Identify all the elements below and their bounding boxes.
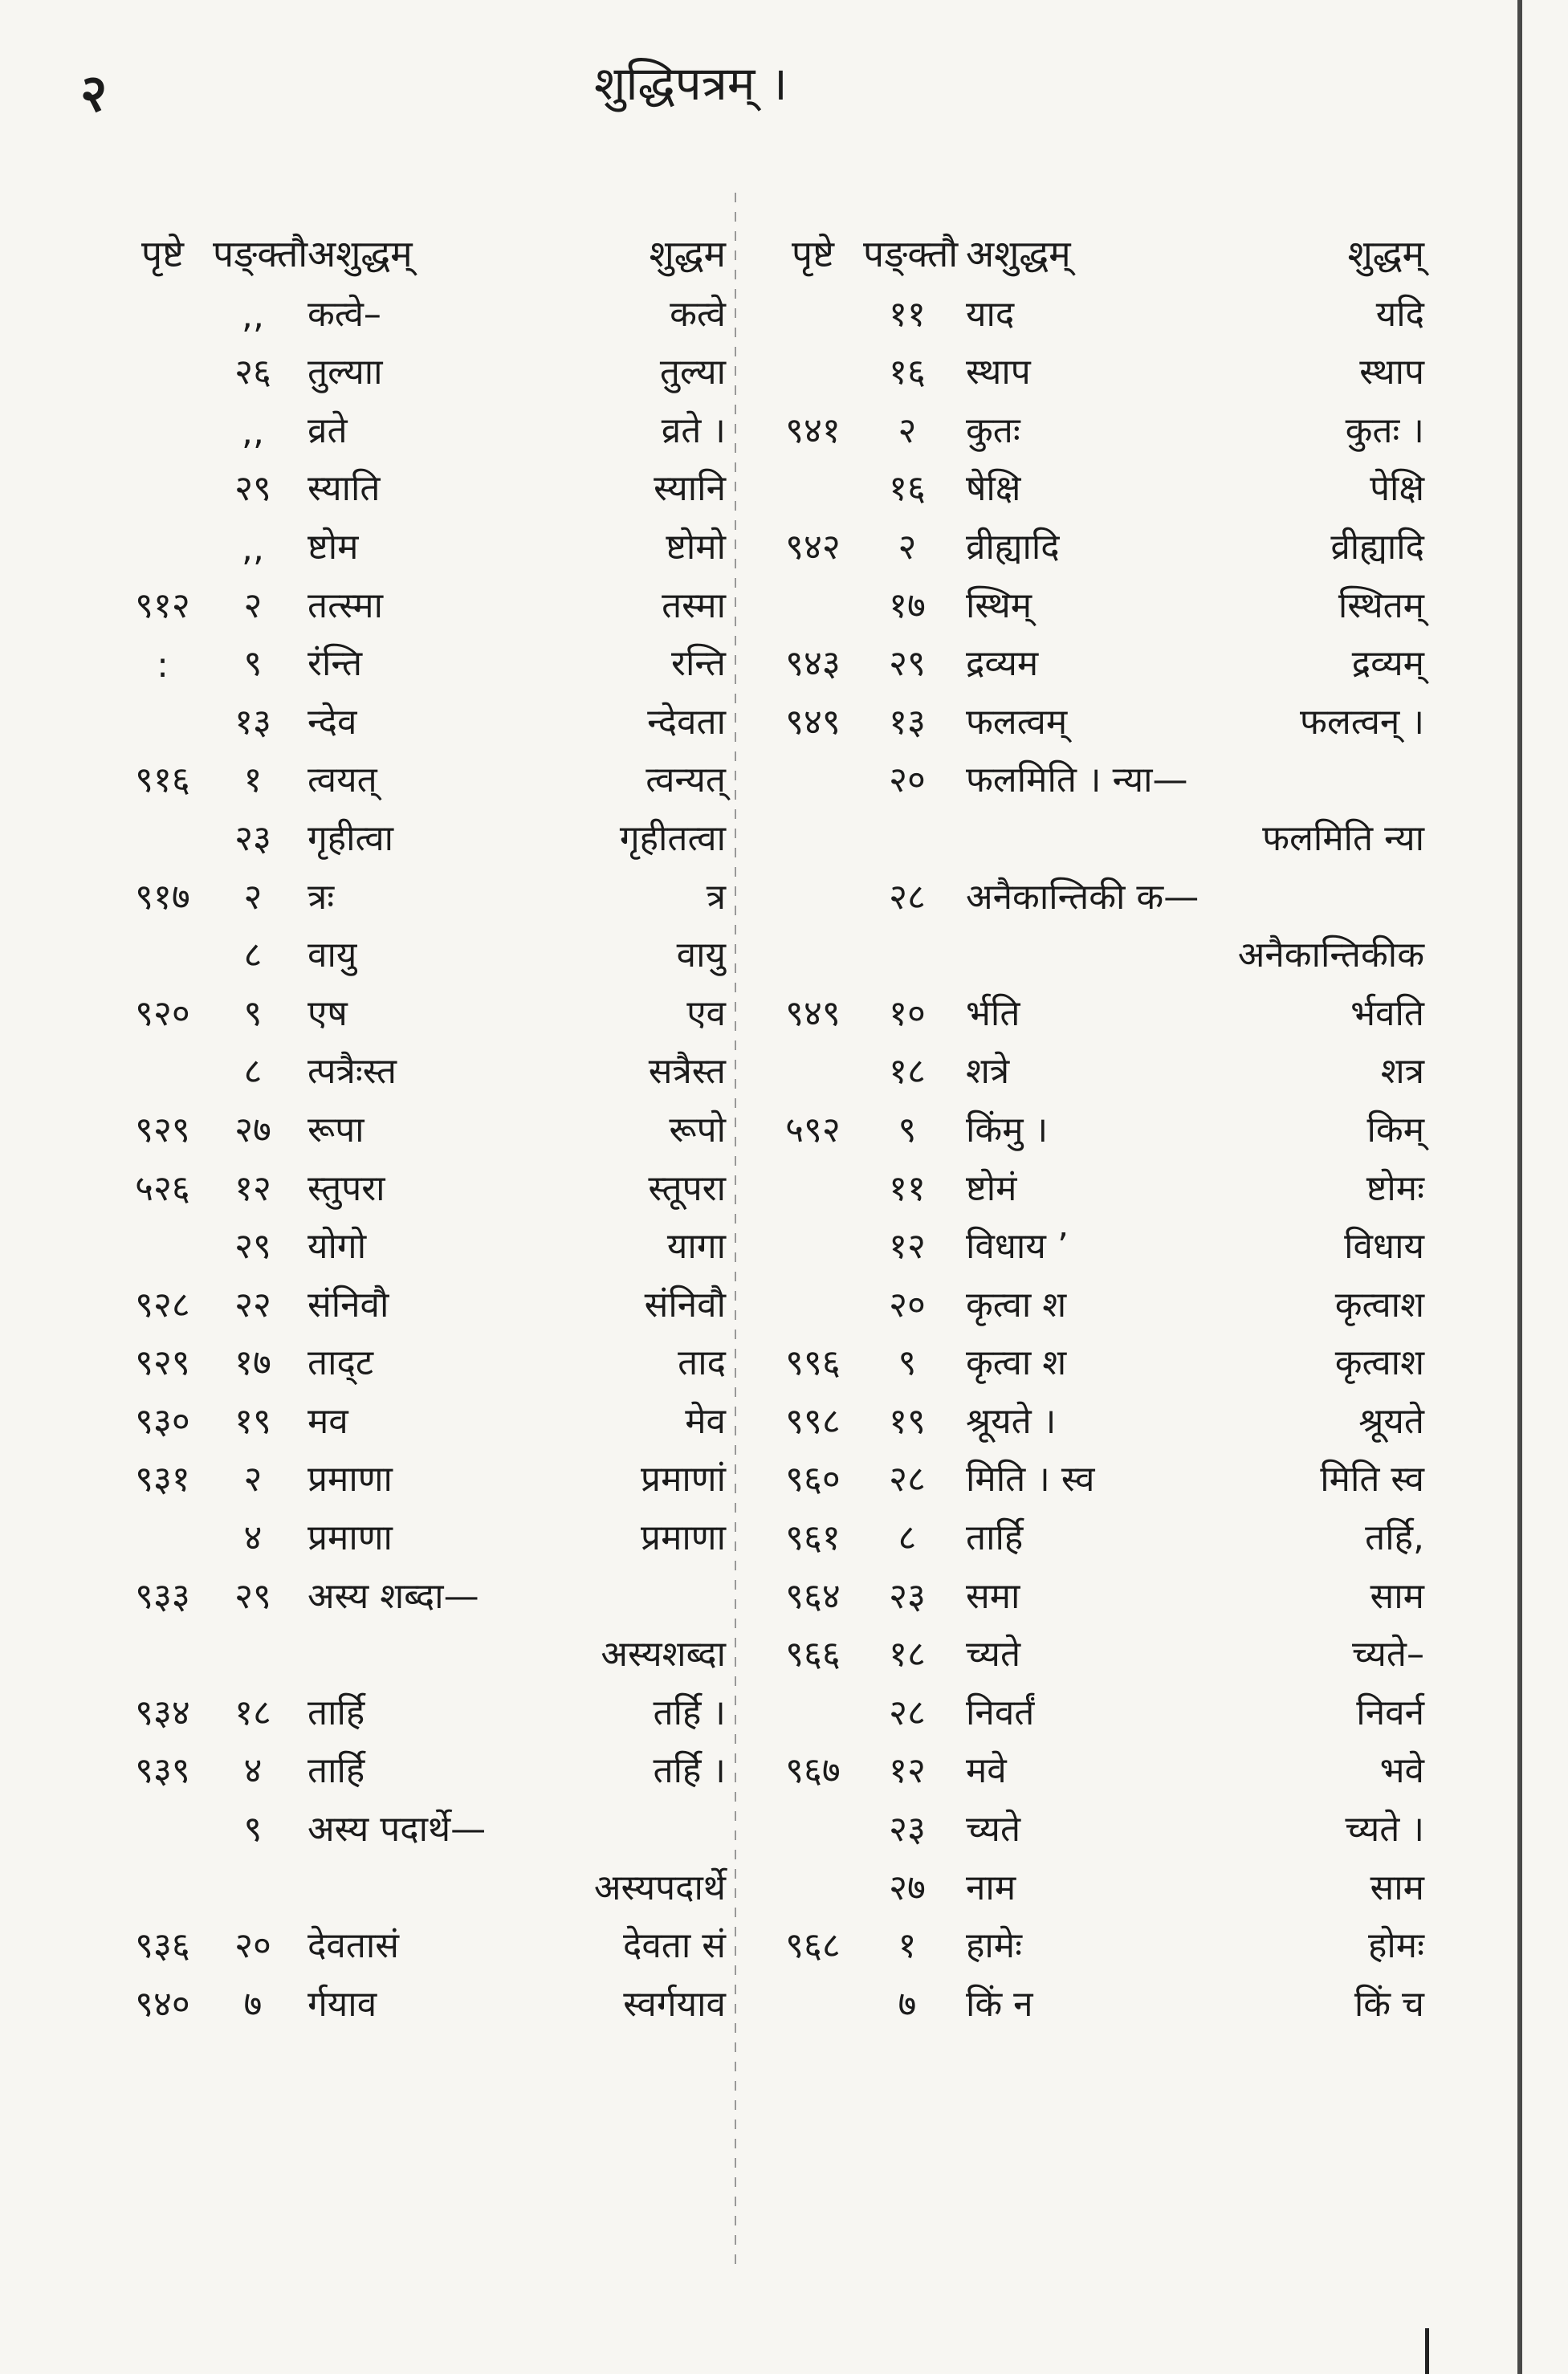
incorrect-reading: किं न — [966, 1983, 1033, 2025]
correct-reading: फलत्वन् । — [1300, 701, 1424, 743]
line-ref: २० — [889, 759, 926, 801]
page-ref: ९३६ — [135, 1925, 190, 1967]
correct-reading: अनैकान्तिकीक — [1237, 935, 1424, 976]
page-ref: ९३३ — [135, 1575, 190, 1617]
incorrect-reading: याद — [966, 293, 1015, 335]
line-ref: ११ — [889, 1167, 926, 1209]
incorrect-reading: तार्हि — [307, 1692, 365, 1733]
incorrect-reading: कृत्वा श — [966, 1342, 1067, 1384]
correct-reading: च्यते– — [1351, 1634, 1424, 1676]
correct-reading: द्रव्यम् — [1351, 643, 1424, 685]
errata-row — [112, 861, 731, 919]
correct-reading: यागा — [666, 1226, 726, 1268]
line-ref: २६ — [234, 352, 271, 393]
incorrect-reading: हामेः — [966, 1925, 1022, 1967]
correct-reading: देवता सं — [622, 1925, 726, 1967]
incorrect-reading: प्रमाणा — [307, 1459, 393, 1501]
line-ref: २ — [898, 409, 917, 451]
errata-row — [763, 1735, 1429, 1794]
errata-row — [763, 686, 1429, 744]
correct-reading: कत्वे — [670, 293, 726, 335]
line-ref: ,, — [242, 527, 264, 569]
errata-row — [112, 1501, 731, 1560]
errata-row — [763, 1793, 1429, 1851]
incorrect-reading: स्थाप — [966, 352, 1031, 393]
page-ref: ९१२ — [135, 584, 190, 626]
line-ref: १२ — [889, 1750, 926, 1792]
incorrect-reading: अस्य पदार्थे— — [307, 1809, 487, 1851]
incorrect-reading: अनैकान्तिकी क— — [966, 876, 1199, 918]
correct-reading: च्यते । — [1345, 1809, 1424, 1851]
incorrect-reading: तत्स्मा — [307, 584, 383, 626]
errata-row — [763, 1851, 1429, 1910]
line-ref: १७ — [234, 1342, 271, 1384]
incorrect-reading: तार्हि — [966, 1517, 1024, 1559]
errata-row — [112, 1793, 731, 1851]
header-line: पङ्क्तौ — [863, 232, 959, 275]
correct-reading: न्देवता — [647, 701, 726, 743]
page-title: शुद्धिपत्रम् । — [594, 56, 788, 111]
errata-row — [763, 744, 1429, 803]
line-ref: १८ — [234, 1692, 271, 1733]
correct-reading: स्यानि — [654, 468, 726, 510]
correct-reading: श्रूयते — [1358, 1400, 1424, 1442]
errata-row — [112, 1385, 731, 1444]
header-right: शुद्धम् — [1347, 232, 1424, 275]
incorrect-reading: प्रमाणा — [307, 1517, 393, 1559]
correct-reading: मेव — [685, 1400, 726, 1442]
incorrect-reading: श्रूयते । — [966, 1400, 1057, 1442]
correct-reading: स्वर्गयाव — [623, 1983, 726, 2025]
errata-continuation — [112, 1851, 731, 1910]
correct-reading: पेक्षि — [1370, 468, 1424, 510]
correct-reading: त्वन्यत् — [646, 759, 726, 801]
errata-row — [763, 1268, 1429, 1327]
incorrect-reading: किंमु । — [966, 1109, 1049, 1150]
errata-continuation — [763, 919, 1429, 978]
incorrect-reading: व्रते — [307, 409, 348, 451]
line-ref: १३ — [889, 701, 926, 743]
correct-reading: प्रमाणा — [641, 1517, 726, 1559]
correct-reading: विधाय — [1344, 1226, 1424, 1268]
incorrect-reading: न्देव — [307, 701, 357, 743]
page-ref: ९९६ — [785, 1342, 841, 1384]
correct-reading: कुतः । — [1345, 409, 1424, 451]
line-ref: २७ — [889, 1867, 926, 1908]
page-ref: ५२६ — [135, 1167, 190, 1209]
correct-reading: रूपो — [669, 1109, 726, 1150]
line-ref: २ — [243, 584, 263, 626]
line-ref: २ — [243, 1459, 263, 1501]
errata-row — [112, 686, 731, 744]
line-ref: २२ — [234, 1284, 271, 1325]
incorrect-reading: एष — [307, 992, 348, 1034]
correct-reading: वायु — [676, 935, 726, 976]
correct-reading: तर्हि, — [1365, 1517, 1424, 1559]
line-ref: ९ — [243, 1809, 263, 1851]
incorrect-reading: कुतः — [966, 409, 1020, 451]
header-line: पङ्क्तौ — [213, 232, 308, 275]
page-ref: ९४३ — [785, 643, 841, 685]
line-ref: १८ — [889, 1051, 926, 1093]
incorrect-reading: देवतासं — [307, 1925, 400, 1967]
incorrect-reading: षेक्षि — [966, 468, 1021, 510]
correct-reading: ताद — [678, 1342, 726, 1384]
errata-row — [763, 1501, 1429, 1560]
page-ref: ९२९ — [135, 1109, 190, 1150]
errata-row — [763, 1093, 1429, 1152]
incorrect-reading: ष्टोमं — [966, 1167, 1017, 1209]
page-ref: ९१७ — [135, 876, 190, 918]
line-ref: २३ — [889, 1809, 926, 1851]
correct-reading: तर्हि । — [653, 1750, 726, 1792]
errata-row — [763, 1152, 1429, 1211]
correct-reading: अस्यशब्दा — [601, 1634, 726, 1676]
page-ref: ९६० — [785, 1459, 841, 1501]
correct-reading: कृत्वाश — [1334, 1342, 1424, 1384]
errata-list-right — [763, 278, 1429, 2026]
incorrect-reading: मव — [307, 1400, 348, 1442]
incorrect-reading: निवर्तं — [966, 1692, 1035, 1733]
line-ref: ,, — [242, 411, 264, 453]
incorrect-reading: तुल्याा — [307, 352, 383, 393]
incorrect-reading: त्पत्रैःस्त — [307, 1051, 397, 1093]
line-ref: १ — [243, 759, 263, 801]
incorrect-reading: फलत्वम् — [966, 701, 1068, 743]
errata-row — [763, 861, 1429, 919]
page-ref: ९३० — [135, 1400, 190, 1442]
line-ref: २९ — [234, 1226, 271, 1268]
line-ref: २३ — [234, 817, 271, 859]
column-header — [112, 217, 731, 278]
correct-reading: त्र — [706, 876, 726, 918]
line-ref: १० — [889, 992, 926, 1034]
incorrect-reading: मवे — [966, 1750, 1007, 1792]
correct-reading: स्थाप — [1359, 352, 1424, 393]
line-ref: ४ — [243, 1517, 263, 1559]
errata-row — [112, 278, 731, 336]
correct-reading: किं च — [1354, 1983, 1424, 2025]
page-ref: : — [157, 645, 169, 686]
correct-reading: अस्यपदार्थे — [593, 1867, 726, 1908]
line-ref: १ — [898, 1925, 917, 1967]
correct-reading: कृत्वाश — [1334, 1284, 1424, 1325]
page-ref: ९६६ — [785, 1634, 841, 1676]
incorrect-reading: तार्हि — [307, 1750, 365, 1792]
errata-row — [112, 1735, 731, 1794]
errata-row — [763, 1036, 1429, 1094]
header-wrong: अशुद्धम् — [307, 232, 413, 275]
incorrect-reading: र्गयाव — [307, 1983, 377, 2025]
incorrect-reading: व्रीह्यादि — [966, 526, 1060, 568]
correct-reading: र्भवति — [1350, 992, 1424, 1034]
errata-row — [112, 1036, 731, 1094]
errata-row — [112, 1211, 731, 1269]
correct-reading: गृहीतत्वा — [619, 817, 726, 859]
errata-continuation — [763, 802, 1429, 861]
errata-continuation — [112, 1619, 731, 1677]
column-header — [763, 217, 1429, 278]
incorrect-reading: रूपा — [307, 1109, 365, 1150]
line-ref: ,, — [242, 295, 264, 336]
errata-row — [763, 1385, 1429, 1444]
errata-row — [112, 1327, 731, 1386]
errata-list-left — [112, 278, 731, 2026]
errata-row — [763, 1560, 1429, 1619]
page-ref: ९२० — [135, 992, 190, 1034]
line-ref: १६ — [889, 468, 926, 510]
incorrect-reading: र्भति — [966, 992, 1020, 1034]
errata-row — [112, 977, 731, 1036]
correct-reading: ष्टोमः — [1366, 1167, 1424, 1209]
errata-row — [763, 628, 1429, 686]
incorrect-reading: नाम — [966, 1867, 1016, 1908]
errata-row — [112, 919, 731, 978]
errata-row — [112, 1910, 731, 1969]
errata-row — [763, 1327, 1429, 1386]
page-ref: ९३४ — [135, 1692, 190, 1733]
line-ref: ११ — [889, 293, 926, 335]
errata-row — [112, 1152, 731, 1211]
page-number: २ — [80, 64, 108, 124]
errata-row — [112, 802, 731, 861]
line-ref: ७ — [898, 1983, 917, 2025]
line-ref: २८ — [889, 1459, 926, 1501]
correct-reading: होमः — [1368, 1925, 1424, 1967]
line-ref: १८ — [889, 1634, 926, 1676]
correct-reading: प्रमाणां — [641, 1459, 726, 1501]
incorrect-reading: विधाय ’ — [966, 1226, 1069, 1268]
page-ref: ९६१ — [785, 1517, 841, 1559]
incorrect-reading: वायु — [307, 935, 357, 976]
errata-row — [112, 1444, 731, 1502]
line-ref: २९ — [234, 468, 271, 510]
line-ref: ९ — [243, 643, 263, 685]
errata-row — [112, 1093, 731, 1152]
correct-reading: स्थितम् — [1338, 584, 1424, 626]
errata-row — [763, 1968, 1429, 2026]
page-ref: ९६४ — [785, 1575, 841, 1617]
correct-reading: एव — [686, 992, 726, 1034]
errata-row — [763, 278, 1429, 336]
line-ref: १३ — [234, 701, 271, 743]
page-ref: ९३९ — [135, 1750, 190, 1792]
correct-reading: स्तूपरा — [648, 1167, 726, 1209]
incorrect-reading: शत्रे — [966, 1051, 1010, 1093]
page-ref: ९६८ — [785, 1925, 841, 1967]
errata-row — [763, 1444, 1429, 1502]
binding-edge — [1517, 0, 1522, 2374]
line-ref: २८ — [889, 1692, 926, 1733]
errata-row — [112, 1268, 731, 1327]
line-ref: ८ — [243, 1051, 263, 1093]
errata-row — [763, 394, 1429, 453]
correct-reading: तुल्या — [659, 352, 726, 393]
correct-reading: साम — [1370, 1575, 1424, 1617]
line-ref: १९ — [889, 1400, 926, 1442]
column-divider — [735, 193, 736, 2264]
incorrect-reading: च्यते — [966, 1809, 1021, 1851]
incorrect-reading: स्तुपरा — [307, 1167, 385, 1209]
errata-row — [763, 1910, 1429, 1969]
incorrect-reading: गृहीत्वा — [307, 817, 394, 859]
correct-reading: किम् — [1366, 1109, 1424, 1150]
errata-row — [763, 1676, 1429, 1735]
correct-reading: तस्मा — [662, 584, 726, 626]
line-ref: २८ — [889, 876, 926, 918]
line-ref: १२ — [889, 1226, 926, 1268]
correct-reading: फलमिति न्या — [1262, 817, 1424, 859]
errata-row — [112, 569, 731, 628]
incorrect-reading: रंन्ति — [307, 643, 363, 685]
correct-reading: साम — [1370, 1867, 1424, 1908]
correct-reading: यदि — [1375, 293, 1424, 335]
incorrect-reading: योगो — [307, 1226, 367, 1268]
page-ref: ९१६ — [135, 759, 190, 801]
incorrect-reading: मिति । स्व — [966, 1459, 1095, 1501]
correct-reading: संनिवौ — [644, 1284, 726, 1325]
errata-column-left — [112, 217, 731, 2026]
page-ref: ९४९ — [785, 701, 841, 743]
line-ref: २० — [889, 1284, 926, 1325]
header-wrong: अशुद्धम् — [966, 232, 1071, 275]
errata-row — [763, 977, 1429, 1036]
errata-row — [112, 1676, 731, 1735]
errata-row — [763, 1211, 1429, 1269]
line-ref: २३ — [889, 1575, 926, 1617]
page-ref: ९२९ — [135, 1342, 190, 1384]
page-ref: ९४२ — [785, 526, 841, 568]
correct-reading: मिति स्व — [1320, 1459, 1424, 1501]
errata-row — [112, 1560, 731, 1619]
correct-reading: व्रते । — [661, 409, 726, 451]
line-ref: १७ — [889, 584, 926, 626]
incorrect-reading: स्याति — [307, 468, 381, 510]
line-ref: ९ — [898, 1109, 917, 1150]
page-ref: ९२८ — [135, 1284, 190, 1325]
correct-reading: रन्ति — [670, 643, 726, 685]
line-ref: १२ — [234, 1167, 271, 1209]
line-ref: ७ — [243, 1983, 263, 2025]
line-ref: २९ — [889, 643, 926, 685]
incorrect-reading: समा — [966, 1575, 1020, 1617]
line-ref: २९ — [234, 1575, 271, 1617]
incorrect-reading: कृत्वा श — [966, 1284, 1067, 1325]
correct-reading: भवे — [1379, 1750, 1424, 1792]
errata-row — [112, 744, 731, 803]
incorrect-reading: ताद्ट — [307, 1342, 374, 1384]
line-ref: ८ — [898, 1517, 917, 1559]
correct-reading: शत्र — [1380, 1051, 1424, 1093]
page-ref: ९४१ — [785, 409, 841, 451]
line-ref: ९ — [243, 992, 263, 1034]
page-ref: ९९८ — [785, 1400, 841, 1442]
errata-row — [112, 336, 731, 395]
correct-reading: निवर्न — [1356, 1692, 1424, 1733]
errata-row — [763, 336, 1429, 395]
errata-row — [763, 1619, 1429, 1677]
incorrect-reading: च्यते — [966, 1634, 1021, 1676]
correct-reading: सत्रैस्त — [648, 1051, 726, 1093]
incorrect-reading: त्वयत् — [307, 759, 377, 801]
errata-row — [112, 1968, 731, 2026]
page-ref: ९३१ — [135, 1459, 190, 1501]
correct-reading: ष्टोमो — [666, 526, 726, 568]
line-ref: २७ — [234, 1109, 271, 1150]
line-ref: ८ — [243, 935, 263, 976]
line-ref: २ — [898, 526, 917, 568]
errata-row — [112, 453, 731, 511]
incorrect-reading: फलमिति । न्या— — [966, 759, 1188, 801]
line-ref: २ — [243, 876, 263, 918]
errata-row — [112, 628, 731, 686]
page-ref: ९४९ — [785, 992, 841, 1034]
incorrect-reading: स्थिम् — [966, 584, 1032, 626]
page-ref: ९६७ — [785, 1750, 841, 1792]
line-ref: ९ — [898, 1342, 917, 1384]
errata-column-right — [763, 217, 1429, 2026]
incorrect-reading: संनिवौ — [307, 1284, 389, 1325]
errata-row — [763, 453, 1429, 511]
incorrect-reading: द्रव्यम — [966, 643, 1039, 685]
header-page: पृष्टे — [141, 232, 184, 275]
incorrect-reading: कत्वे– — [307, 293, 381, 335]
line-ref: १६ — [889, 352, 926, 393]
errata-row — [112, 511, 731, 569]
incorrect-reading: ष्टोम — [307, 526, 359, 568]
header-page: पृष्टे — [792, 232, 834, 275]
correct-reading: तर्हि । — [653, 1692, 726, 1733]
incorrect-reading: त्रः — [307, 876, 335, 918]
line-ref: २० — [234, 1925, 271, 1967]
errata-row — [112, 394, 731, 453]
errata-row — [763, 511, 1429, 569]
page-ref: ९४० — [135, 1983, 190, 2025]
correct-reading: व्रीह्यादि — [1330, 526, 1424, 568]
page-ref: ५९२ — [785, 1109, 841, 1150]
line-ref: १९ — [234, 1400, 271, 1442]
errata-row — [763, 569, 1429, 628]
incorrect-reading: अस्य शब्दा— — [307, 1575, 479, 1617]
line-ref: ४ — [243, 1750, 263, 1792]
edge-mark — [1425, 2328, 1429, 2374]
header-right: शुद्धम — [649, 232, 726, 275]
